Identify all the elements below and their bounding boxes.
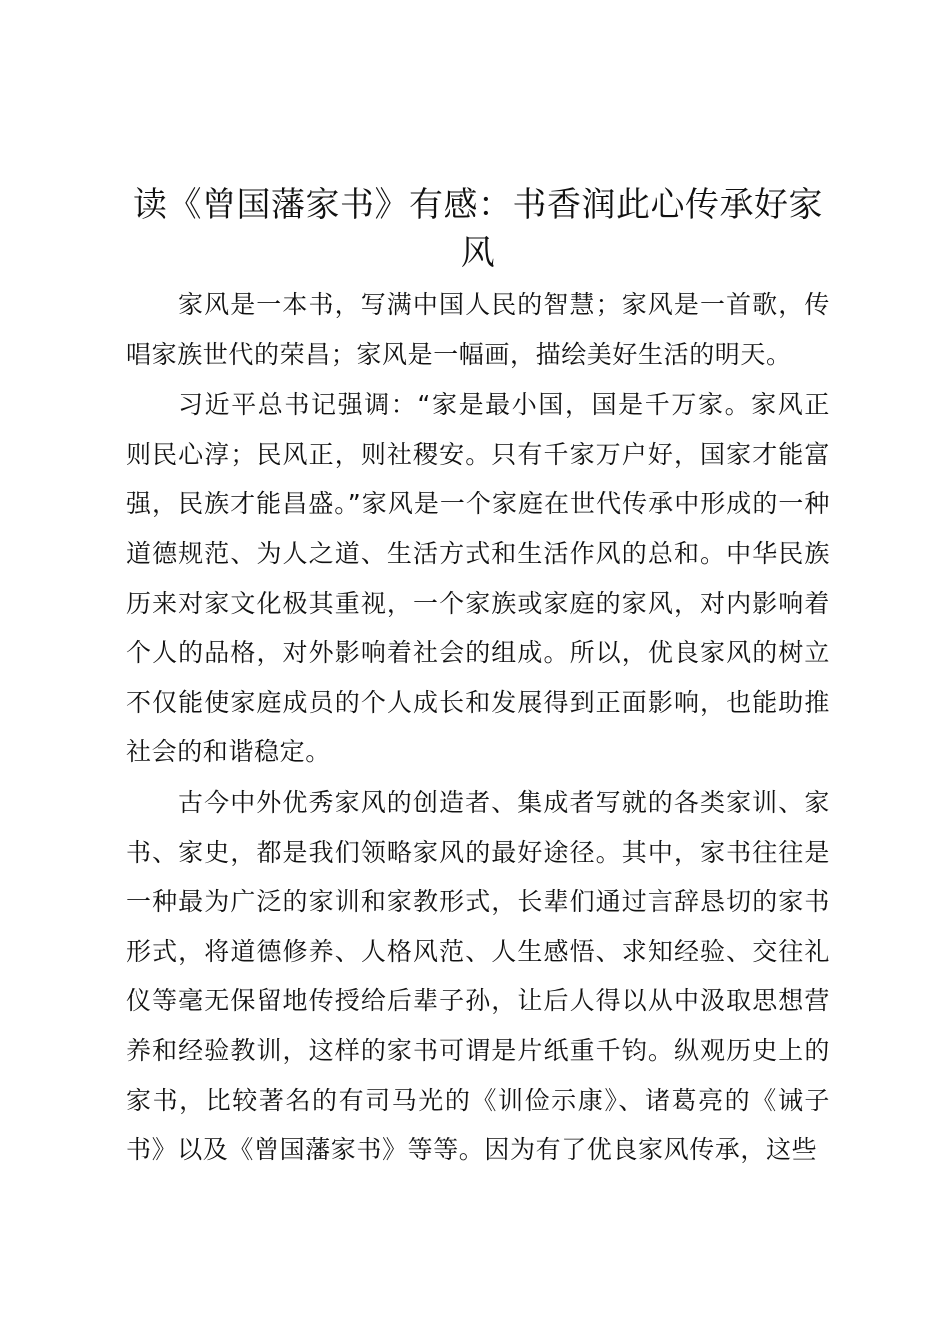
paragraph-3: 古今中外优秀家风的创造者、集成者写就的各类家训、家书、家史，都是我们领略家风的最好途径。其中，家书往往是一种最为广泛的家训和家教形式，长辈们通过言辞恳切的家书形式，将道德修养、人格风范、人生感悟、求知经验、交往礼仪等毫无保留地传授给后辈子孙，让后人得以从中汲取思想营养和经验教训，这样的家书可谓是片纸重千钧。纵观历史上的家书，比较著名的有司马光的《训俭示康》、诸葛亮的《诫子书》以及《曾国藩家书》等等。因为有了优良家风传承，这些 bbox=[126, 787, 830, 1165]
paragraph-1: 家风是一本书，写满中国人民的智慧；家风是一首歌，传唱家族世代的荣昌；家风是一幅画，描绘美好生活的明天。 bbox=[126, 290, 830, 369]
paragraph-2: 习近平总书记强调：“家是最小国，国是千万家。家风正则民心淳；民风正，则社稷安。只有千家万户好，国家才能富强，民族才能昌盛。”家风是一个家庭在世代传承中形成的一种道德规范、为人之道、生活方式和生活作风的总和。中华民族历来对家文化极其重视，一个家族或家庭的家风，对内影响着个人的品格，对外影响着社会的组成。所以，优良家风的树立不仅能使家庭成员的个人成长和发展得到正面影响，也能助推社会的和谐稳定。 bbox=[126, 390, 830, 767]
document-body bbox=[126, 280, 830, 1176]
document-title: 读《曾国藩家书》有感：书香润此心传承好家风 bbox=[133, 185, 823, 273]
